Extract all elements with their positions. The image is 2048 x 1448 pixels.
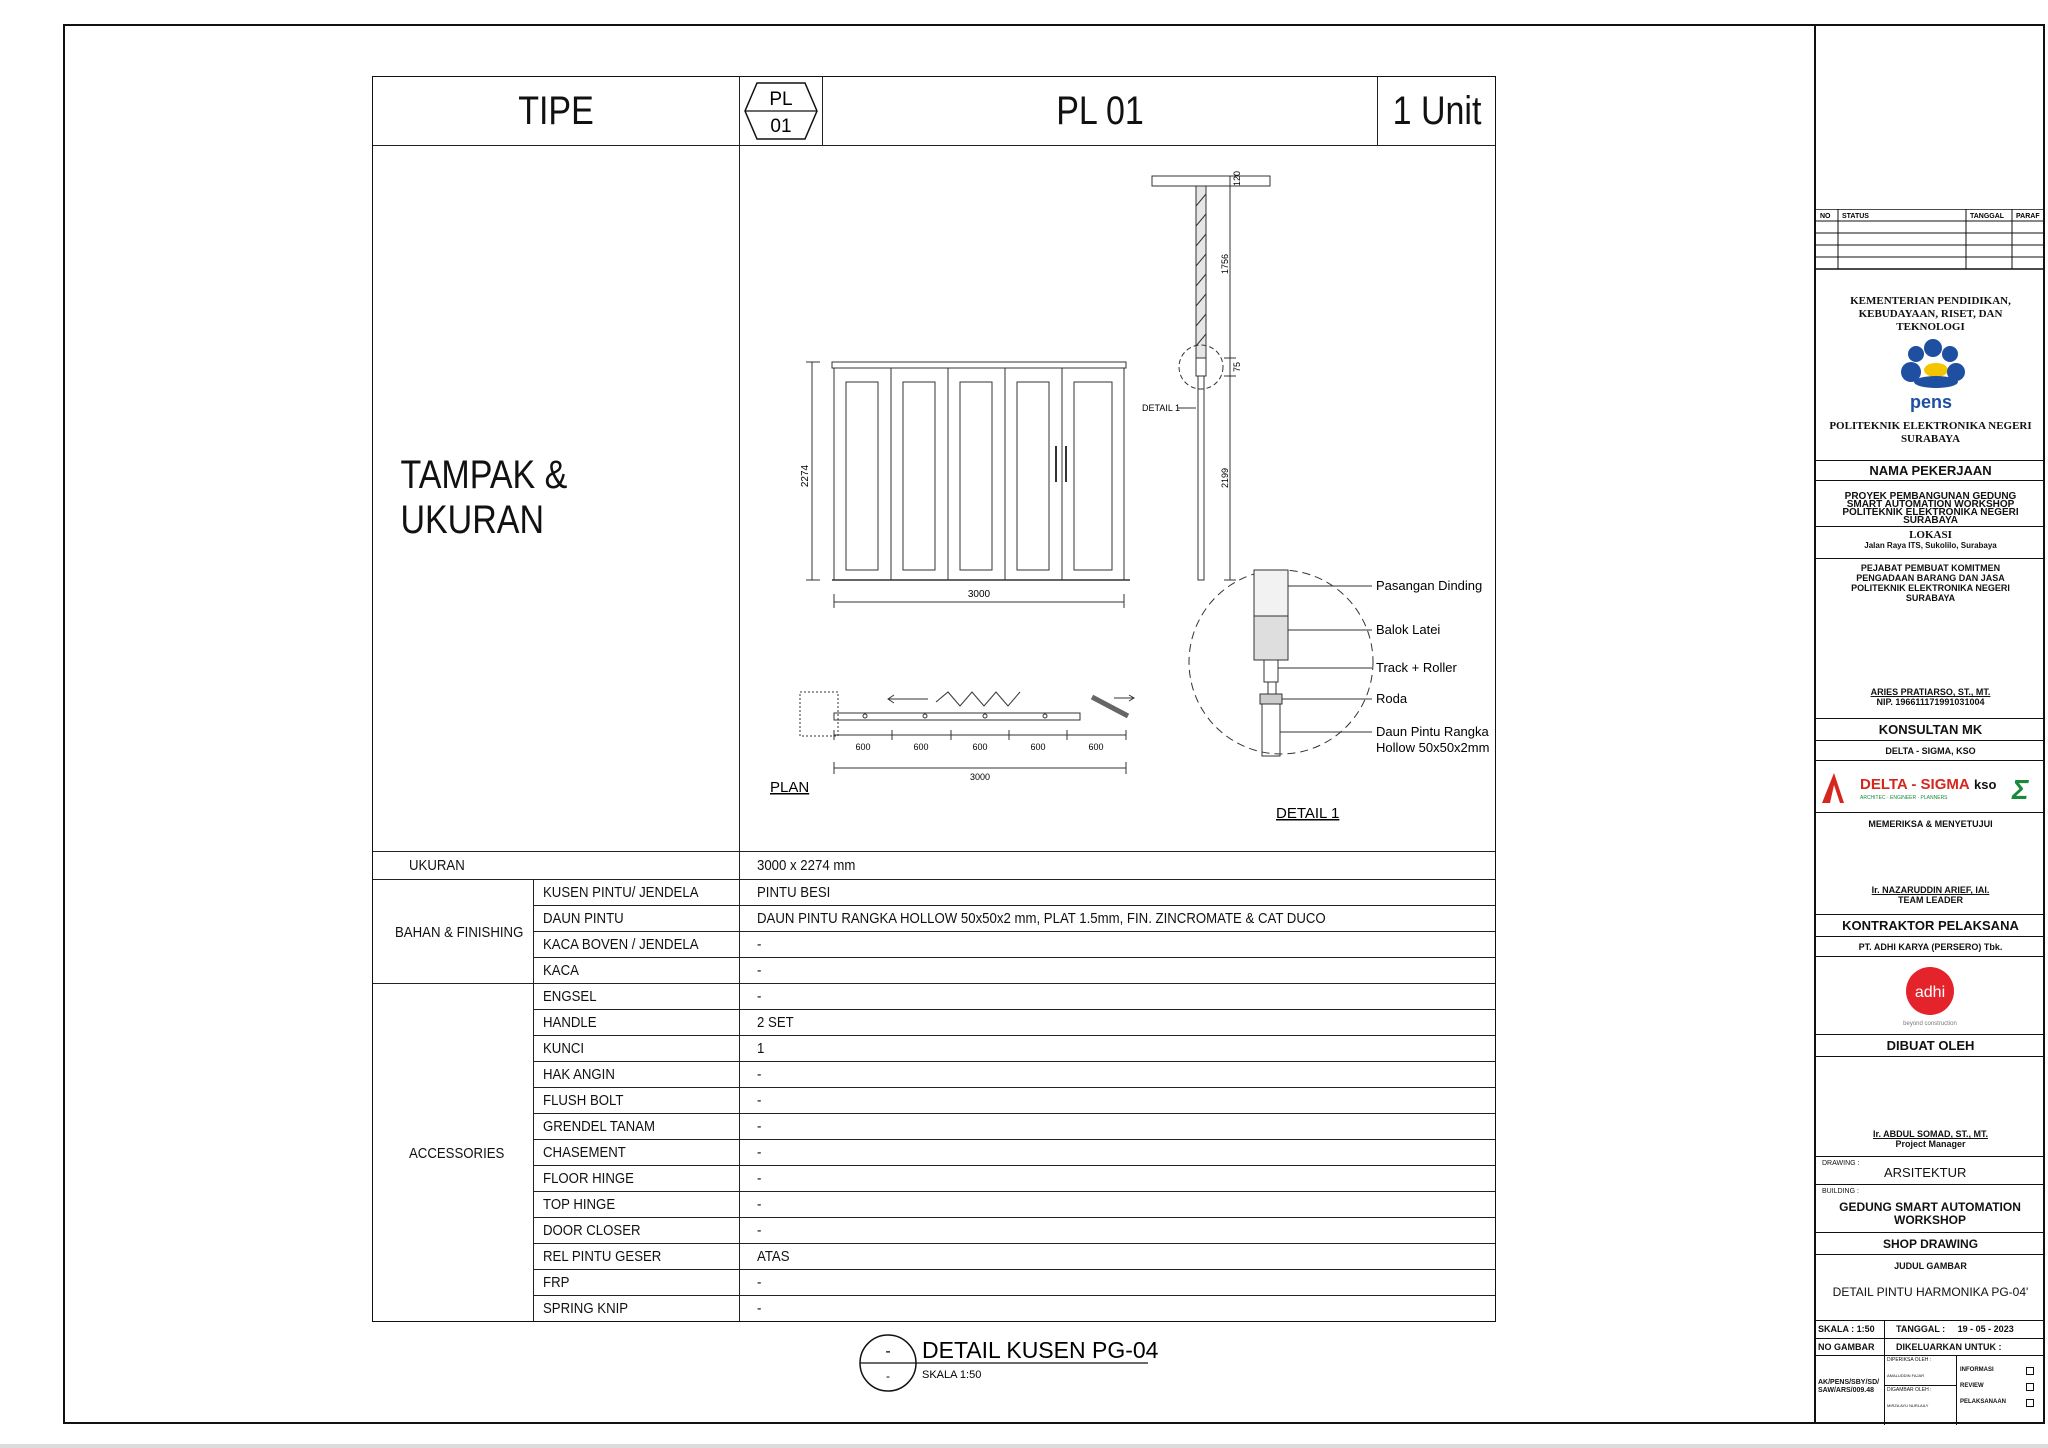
plan-seg-4: 600	[1030, 742, 1046, 752]
quantity: 1 Unit	[1392, 88, 1482, 133]
plan-seg-5: 600	[1088, 742, 1104, 752]
spec-item-label: FLUSH BOLT	[543, 1091, 624, 1109]
spec-row-line	[533, 1061, 1495, 1062]
status-head-paraf: PARAF	[2016, 213, 2040, 220]
spec-row-line	[533, 1191, 1495, 1192]
ukuran-top-line	[373, 851, 1495, 852]
spec-row-line	[533, 1269, 1495, 1270]
spec-item-value: -	[757, 935, 762, 953]
accessories-label: ACCESSORIES	[409, 1144, 505, 1162]
door-drawings	[740, 146, 1496, 851]
judul-section	[1816, 1254, 2045, 1320]
spec-item-label: DAUN PINTU	[543, 909, 624, 927]
spec-item-value: PINTU BESI	[757, 883, 831, 901]
scale-divider	[1884, 1321, 1885, 1339]
pens-logo	[1886, 336, 1976, 416]
spec-item-value: ATAS	[757, 1247, 790, 1265]
tipe-label: TIPE	[518, 88, 594, 133]
issue-informasi[interactable]: INFORMASI	[1960, 1367, 1994, 1373]
tag-divider	[822, 77, 823, 145]
spec-item-value: 1	[757, 1039, 765, 1057]
issue-divider-3	[1956, 1355, 1957, 1425]
ukuran-bottom-line	[373, 879, 1495, 880]
building-label: BUILDING :	[1822, 1188, 1859, 1195]
lokasi-label: LOKASI	[1909, 529, 1952, 541]
bahan-label: BAHAN & FINISHING	[395, 923, 524, 941]
spec-row-line	[533, 1035, 1495, 1036]
adhi-logo	[1816, 957, 2045, 1035]
caption-bubble-bottom: -	[886, 1369, 890, 1383]
plan-seg-2: 600	[913, 742, 929, 752]
spec-item-label: CHASEMENT	[543, 1143, 626, 1161]
spec-item-label: HAK ANGIN	[543, 1065, 615, 1083]
spec-row-line	[373, 983, 1495, 984]
tanggal: TANGGAL : 19 - 05 - 2023	[1896, 1324, 2014, 1334]
review-checkbox[interactable]	[2026, 1383, 2034, 1391]
section-view	[1152, 176, 1270, 580]
detail1-view	[1189, 570, 1373, 756]
pm-role: Project Manager	[1895, 1139, 1966, 1149]
sigma-icon: Σ	[2012, 774, 2029, 805]
spec-item-value: 2 SET	[757, 1013, 794, 1031]
digambar-name: MIRZA AYU NURLAILY	[1887, 1403, 1929, 1408]
spec-item-label: KUNCI	[543, 1039, 585, 1057]
spec-item-label: KUSEN PINTU/ JENDELA	[543, 883, 699, 901]
spec-item-label: FRP	[543, 1273, 570, 1291]
spec-item-label: FLOOR HINGE	[543, 1169, 634, 1187]
drawing-area	[740, 146, 1496, 851]
spec-item-value: -	[757, 1195, 762, 1213]
detail1-title: DETAIL 1	[1276, 805, 1340, 822]
elevation-height-dim: 2274	[800, 464, 811, 488]
lokasi-section	[1816, 526, 2045, 558]
drawing-value: ARSITEKTUR	[1884, 1165, 1967, 1180]
diperiksa-name: AMALUDDIN FAJAR	[1887, 1373, 1925, 1378]
digambar-label: DIGAMBAR OLEH :	[1887, 1387, 1932, 1393]
spec-row-line	[533, 1139, 1495, 1140]
spec-row-line	[533, 1087, 1495, 1088]
detail-note-4: Roda	[1376, 691, 1408, 706]
no-gambar-value: AK/PENS/SBY/SD/ SAW/ARS/009.48	[1818, 1379, 1880, 1394]
drawing-caption	[858, 1332, 1158, 1394]
detail1-marker: DETAIL 1	[1142, 403, 1181, 413]
ministry-section	[1816, 269, 2045, 465]
caption-scale: SKALA 1:50	[922, 1369, 982, 1381]
delta-logo-kso: kso	[1974, 777, 1997, 792]
tampak-ukuran-title: TAMPAK & UKURAN	[400, 453, 568, 542]
building-value: GEDUNG SMART AUTOMATION WORKSHOP	[1839, 1200, 2021, 1227]
spec-row-line	[533, 1165, 1495, 1166]
team-leader-role: TEAM LEADER	[1898, 895, 1963, 905]
nama-pekerjaan-label: NAMA PEKERJAAN	[1816, 460, 2045, 480]
plan-total-dim: 3000	[969, 772, 991, 782]
spec-row-line	[533, 1295, 1495, 1296]
spec-item-value: -	[757, 1299, 762, 1317]
detail-note-2: Balok Latei	[1376, 622, 1441, 637]
ukuran-value: 3000 x 2274 mm	[757, 856, 856, 874]
spec-row-line	[533, 1217, 1495, 1218]
informasi-checkbox[interactable]	[2026, 1367, 2034, 1375]
issue-pelaksanaan[interactable]: PELAKSANAAN	[1960, 1399, 2007, 1405]
issue-divider-4	[1884, 1385, 1956, 1386]
status-head-no: NO	[1820, 213, 1831, 220]
judul-value: DETAIL PINTU HARMONIKA PG-04'	[1832, 1285, 2029, 1299]
title-block	[1814, 24, 2045, 1424]
spec-item-value: DAUN PINTU RANGKA HOLLOW 50x50x2 mm, PLAT 1.5mm, FIN. ZINCROMATE & CAT DUCO	[757, 909, 1326, 927]
institution-name: POLITEKNIK ELEKTRONIKA NEGERI SURABAYA	[1829, 420, 2032, 445]
spec-item-label: HANDLE	[543, 1013, 597, 1031]
pm-name: Ir. ABDUL SOMAD, ST., MT.	[1872, 1129, 1988, 1139]
building-section	[1816, 1184, 2045, 1232]
type-tag	[741, 79, 821, 143]
spec-item-label: REL PINTU GESER	[543, 1247, 662, 1265]
elevation-view	[806, 362, 1130, 608]
item-col-divider	[533, 879, 534, 1321]
spec-item-value: -	[757, 1273, 762, 1291]
adhi-logo-text: adhi	[1914, 984, 1946, 1001]
no-gambar-label: NO GAMBAR	[1818, 1342, 1875, 1352]
kontraktor-label: KONTRAKTOR PELAKSANA	[1816, 914, 2045, 936]
caption-title: DETAIL KUSEN PG-04'	[922, 1337, 1158, 1363]
pm-section	[1816, 1056, 2045, 1156]
type-name: PL 01	[1056, 88, 1144, 133]
caption-bubble-top: -	[885, 1343, 891, 1360]
spec-item-value: -	[757, 1169, 762, 1187]
spec-item-value: -	[757, 961, 762, 979]
nama-pekerjaan: PROYEK PEMBANGUNAN GEDUNG SMART AUTOMATION WORKSHOP POLITEKNIK ELEKTRONIKA NEGERI SURABAYA	[1816, 480, 2045, 526]
spec-row-line	[533, 1243, 1495, 1244]
detail-note-1: Pasangan Dinding	[1376, 578, 1483, 593]
spec-item-value: -	[757, 1143, 762, 1161]
memeriksa-section	[1816, 812, 2045, 914]
issue-divider-2	[1816, 1355, 2045, 1356]
ppk-title: PEJABAT PEMBUAT KOMITMEN PENGADAAN BARANG DAN JASA POLITEKNIK ELEKTRONIKA NEGERI SURABAYA	[1851, 563, 2010, 603]
bottom-band	[0, 1444, 2048, 1448]
ukuran-label: UKURAN	[409, 856, 465, 874]
plan-seg-1: 600	[855, 742, 871, 752]
pens-logo-text: pens	[1909, 392, 1952, 412]
spec-item-value: -	[757, 1221, 762, 1239]
section-dim-2: 1756	[1220, 253, 1230, 274]
pelaksanaan-checkbox[interactable]	[2026, 1399, 2034, 1407]
adhi-logo-section	[1816, 956, 2045, 1034]
plan-view	[800, 692, 1134, 774]
delta-logo-text: DELTA - SIGMA	[1860, 776, 1970, 793]
section-dim-4: 2199	[1220, 467, 1230, 488]
dibuat-label: DIBUAT OLEH	[1816, 1034, 2045, 1056]
shop-drawing-label: SHOP DRAWING	[1816, 1232, 2045, 1254]
ppk-name: ARIES PRATIARSO, ST., MT.	[1870, 687, 1991, 697]
spec-item-label: GRENDEL TANAM	[543, 1117, 655, 1135]
spec-item-label: KACA BOVEN / JENDELA	[543, 935, 699, 953]
status-head-tanggal: TANGGAL	[1970, 213, 2005, 220]
delta-logo-sub: ARCHITEC · ENGINEER · PLANNERS	[1860, 795, 1948, 801]
spec-row-line	[533, 1113, 1495, 1114]
detail-note-3: Track + Roller	[1376, 660, 1457, 675]
elevation-width-dim: 3000	[967, 589, 991, 600]
drawing-section	[1816, 1156, 2045, 1184]
memeriksa-label: MEMERIKSA & MENYETUJUI	[1868, 819, 1993, 829]
dikeluarkan-label: DIKELUARKAN UNTUK :	[1896, 1342, 2002, 1352]
ppk-section	[1816, 558, 2045, 718]
drawing-label: DRAWING :	[1822, 1160, 1860, 1167]
skala: SKALA : 1:50	[1818, 1324, 1875, 1334]
type-sheet	[372, 76, 1496, 1322]
spec-item-label: DOOR CLOSER	[543, 1221, 641, 1239]
spec-row-line	[533, 1009, 1495, 1010]
spec-item-label: KACA	[543, 961, 579, 979]
issue-section	[1816, 1338, 2045, 1424]
delta-sigma-logo	[1816, 760, 2045, 812]
type-tag-top: PL	[769, 89, 793, 110]
status-head-status: STATUS	[1842, 213, 1869, 220]
plan-seg-3: 600	[972, 742, 988, 752]
issue-divider-1	[1884, 1339, 1885, 1425]
spec-item-value: -	[757, 987, 762, 1005]
section-dim-1: 120	[1232, 170, 1242, 186]
spec-item-label: TOP HINGE	[543, 1195, 616, 1213]
scale-date-row	[1816, 1320, 2045, 1338]
issue-review[interactable]: REVIEW	[1960, 1383, 1984, 1389]
spec-row-line	[533, 957, 1495, 958]
team-leader-name: Ir. NAZARUDDIN ARIEF, IAI.	[1871, 885, 1990, 895]
spec-item-label: SPRING KNIP	[543, 1299, 629, 1317]
spec-item-value: -	[757, 1117, 762, 1135]
detail-note-6: Hollow 50x50x2mm	[1376, 740, 1490, 755]
konsultan-name: DELTA - SIGMA, KSO	[1816, 740, 2045, 760]
adhi-tagline: beyond construction	[1903, 1021, 1957, 1027]
spec-item-value: -	[757, 1065, 762, 1083]
konsultan-label: KONSULTAN MK	[1816, 718, 2045, 740]
section-dim-3: 75	[1232, 361, 1242, 372]
ministry-name: KEMENTERIAN PENDIDIKAN, KEBUDAYAAN, RISET, DAN TEKNOLOGI	[1850, 295, 2011, 333]
type-tag-bottom: 01	[770, 116, 792, 137]
lokasi-value: Jalan Raya ITS, Sukolilo, Surabaya	[1864, 541, 1997, 550]
diperiksa-label: DIPERIKSA OLEH :	[1887, 1357, 1932, 1363]
detail-note-5: Daun Pintu Rangka	[1376, 724, 1489, 739]
spec-item-label: ENGSEL	[543, 987, 597, 1005]
plan-label: PLAN	[770, 779, 810, 796]
qty-divider	[1377, 77, 1378, 145]
kontraktor-name: PT. ADHI KARYA (PERSERO) Tbk.	[1816, 936, 2045, 956]
ppk-nip: NIP. 196611171991031004	[1876, 697, 1985, 707]
judul-label: JUDUL GAMBAR	[1894, 1261, 1967, 1271]
spec-item-value: -	[757, 1091, 762, 1109]
